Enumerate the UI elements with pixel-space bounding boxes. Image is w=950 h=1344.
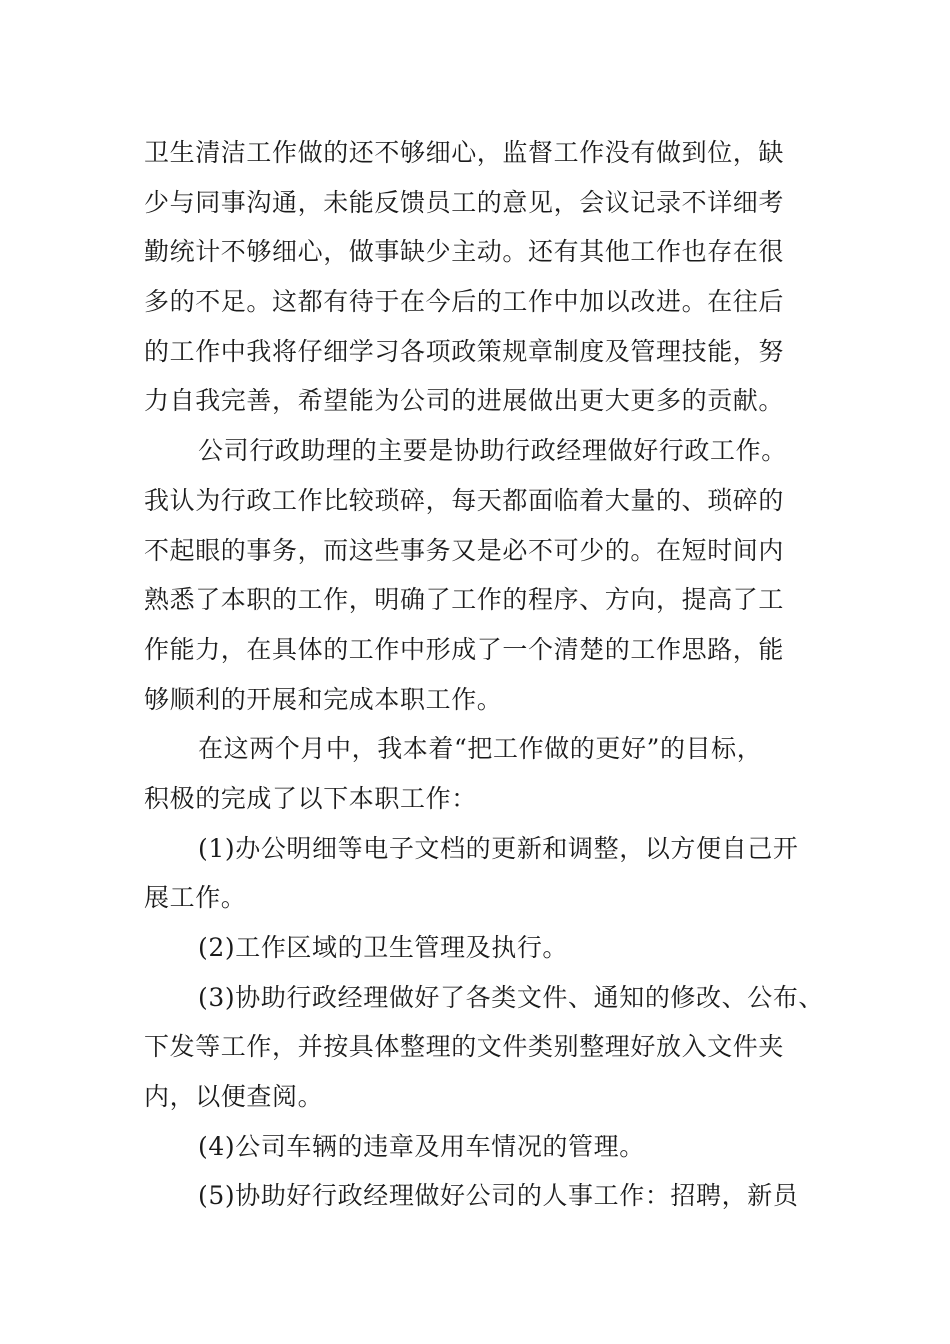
text-line: 少与同事沟通，未能反馈员工的意见，会议记录不详细考 (144, 187, 785, 217)
text-line: 积极的完成了以下本职工作： (144, 783, 477, 813)
text-line: 的工作中我将仔细学习各项政策规章制度及管理技能，努 (144, 336, 785, 366)
text-line: 作能力，在具体的工作中形成了一个清楚的工作思路，能 (144, 634, 785, 664)
text-line: 多的不足。这都有待于在今后的工作中加以改进。在往后 (144, 287, 785, 317)
text-line: 勤统计不够细心，做事缺少主动。还有其他工作也存在很 (144, 237, 785, 267)
text-line: 展工作。 (144, 883, 247, 913)
list-item-2: (2)工作区域的卫生管理及执行。 (198, 933, 569, 962)
text-line: 力自我完善，希望能为公司的进展做出更大更多的贡献。 (144, 386, 785, 416)
text-line: 内，以便查阅。 (144, 1082, 324, 1112)
document-body (144, 128, 844, 1221)
text-line: 我认为行政工作比较琐碎，每天都面临着大量的、琐碎的 (144, 485, 785, 515)
paragraph-start-line: 公司行政助理的主要是协助行政经理做好行政工作。 (198, 436, 787, 466)
list-item-3: (3)协助行政经理做好了各类文件、通知的修改、公布、 (198, 982, 825, 1012)
text-line: 不起眼的事务，而这些事务又是必不可少的。在短时间内 (144, 535, 785, 565)
paragraph-start-line: 在这两个月中，我本着“把工作做的更好”的目标， (198, 734, 763, 764)
text-line: 够顺利的开展和完成本职工作。 (144, 684, 503, 714)
text-line: 熟悉了本职的工作，明确了工作的程序、方向，提高了工 (144, 585, 785, 615)
text-line: 卫生清洁工作做的还不够细心，监督工作没有做到位，缺 (144, 138, 785, 167)
list-item-5: (5)协助好行政经理做好公司的人事工作：招聘，新员 (198, 1181, 799, 1211)
list-item-4: (4)公司车辆的违章及用车情况的管理。 (198, 1131, 645, 1161)
text-line: 下发等工作，并按具体整理的文件类别整理好放入文件夹 (144, 1032, 785, 1062)
list-item-1: (1)办公明细等电子文档的更新和调整，以方便自己开 (198, 833, 799, 863)
